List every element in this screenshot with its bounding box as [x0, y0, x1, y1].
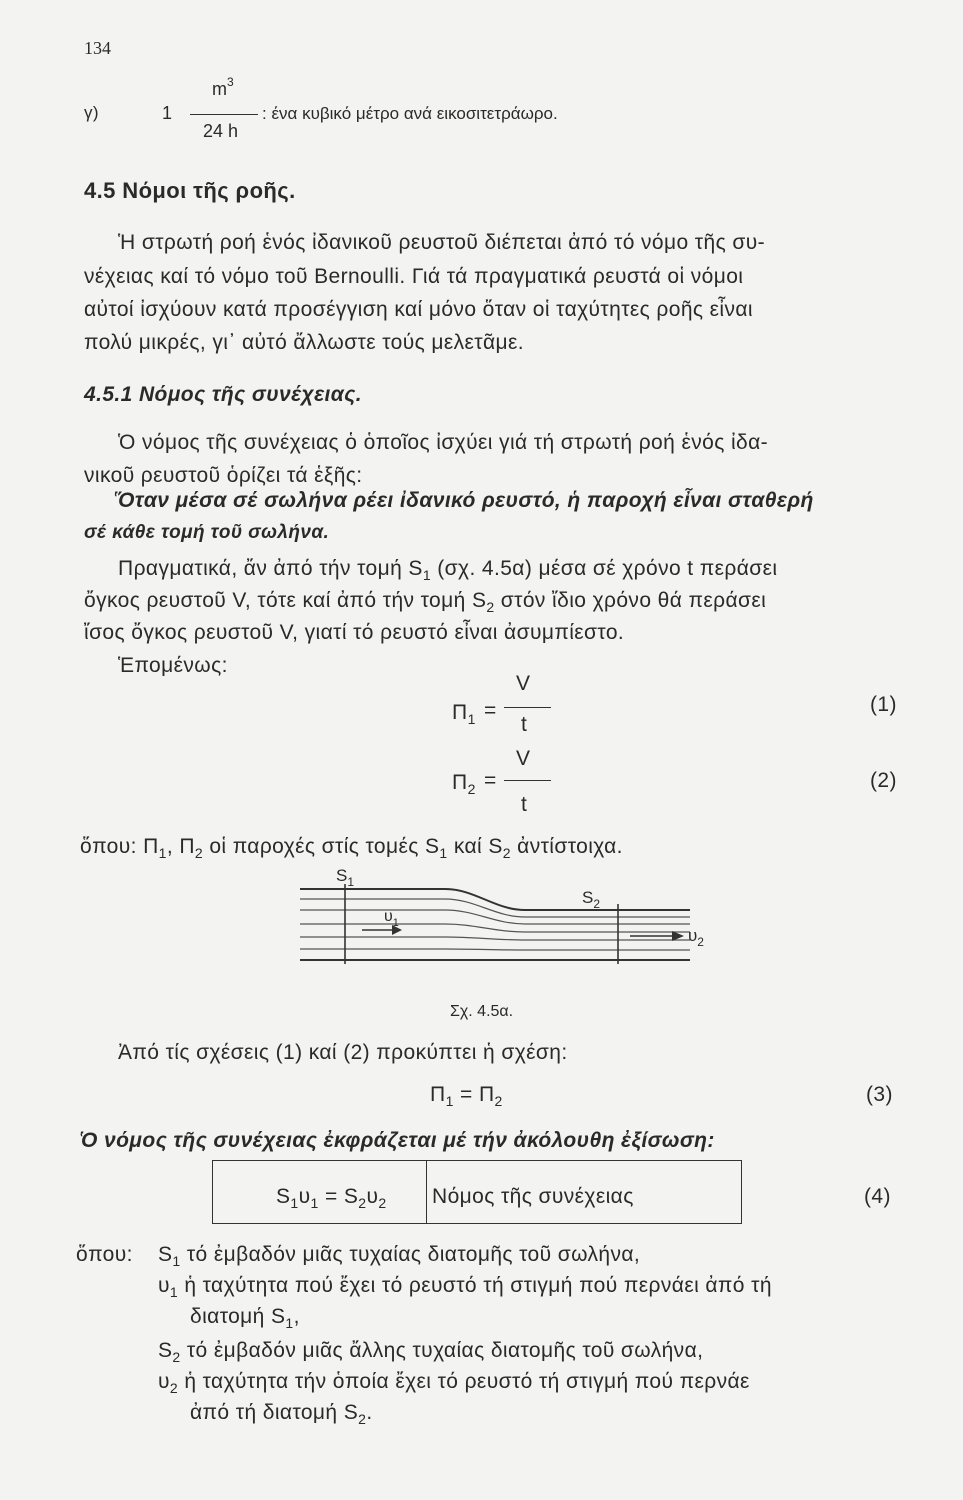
figure-s1-label: $S_1$: [336, 866, 355, 889]
page-number: 134: [84, 38, 111, 58]
relation-label: (3): [866, 1083, 893, 1106]
streamline: [300, 937, 690, 940]
eq1-label: (1): [870, 693, 897, 716]
subsection-line-2: νικοῦ ρευστοῦ ὁρίζει τά ἑξῆς:: [84, 464, 363, 487]
law-line-2: σέ κάθε τομή τοῦ σωλήνα.: [84, 522, 330, 543]
figure-v1-label: $\upsilon_1$: [384, 908, 399, 929]
law-box-divider: [426, 1160, 427, 1224]
definition-s2: $S_2$ τό ἐμβαδόν μιᾶς ἄλλης τυχαίας διατομῆς τοῦ σωλήνα,: [158, 1339, 704, 1365]
law-line-1: Ὅταν μέσα σέ σωλήνα ρέει ἰδανικό ρευστό, ἡ παροχή εἶναι σταθερή: [114, 489, 814, 512]
law-statement: Ὁ νόμος τῆς συνέχειας ἐκφράζεται μέ τήν ἀκόλουθη ἐξίσωση:: [80, 1129, 715, 1152]
streamline: [300, 924, 690, 932]
eq2-label: (2): [870, 769, 897, 792]
explain-line-1: Πραγματικά, ἄν ἀπό τήν τομή $S_1$ (σχ. 4.5α) μέσα σέ χρόνο t περάσει: [118, 557, 778, 583]
definition-u1: $\upsilon_1$ ἡ ταχύτητα πού ἔχει τό ρευστό τή στιγμή πού περνάει ἀπό τή: [158, 1274, 772, 1300]
figure-v2-label: $\upsilon_2$: [688, 926, 704, 949]
eq1-fraction-bar: [504, 707, 551, 708]
intro-line-3: αὐτοί ἰσχύουν κατά προσέγγιση καί μόνο ὅταν οἱ ταχύτητες ροῆς εἶναι: [84, 298, 754, 321]
item-g-unit-denominator: 24 h: [203, 121, 239, 141]
figure-s2-label: $S_2$: [582, 888, 601, 911]
definition-u1-cont: διατομή $S_1$,: [190, 1305, 300, 1331]
eq2-numerator: V: [516, 747, 531, 770]
intro-line-4: πολύ μικρές, γι᾽ αὐτό ἄλλωστε τούς μελετᾶμε.: [84, 331, 525, 354]
eq1-lhs: $\Pi_1$: [452, 701, 476, 727]
boxed-label: (4): [864, 1185, 891, 1208]
section-title: 4.5 Νόμοι τῆς ροῆς.: [84, 178, 296, 203]
streamline: [300, 949, 690, 950]
explain-line-2: ὄγκος ρευστοῦ V, τότε καί ἀπό τήν τομή $S_2$ στόν ἴδιο χρόνο θά περάσει: [84, 589, 767, 615]
intro-line-2: νέχειας καί τό νόμο τοῦ Bernoulli. Γιά τά πραγματικά ρευστά οἱ νόμοι: [84, 265, 744, 288]
item-g-number: 1: [162, 103, 173, 123]
item-g-fraction-bar: [190, 114, 258, 115]
eq1-numerator: V: [516, 672, 531, 695]
definitions-prefix: ὅπου:: [76, 1243, 133, 1266]
intro-line-1: Ἡ στρωτή ροή ἑνός ἰδανικοῦ ρευστοῦ διέπεται ἀπό τό νόμο τῆς συ-: [118, 231, 765, 254]
streamline: [300, 899, 690, 917]
eq2-fraction-bar: [504, 780, 551, 781]
eq1-equals: =: [484, 699, 497, 722]
eq2-denominator: t: [521, 793, 528, 816]
relation-equation: $\Pi_1 = \Pi_2$: [430, 1083, 503, 1109]
eq1-denominator: t: [521, 713, 528, 736]
eq2-equals: =: [484, 769, 497, 792]
explain-line-4: Ἑπομένως:: [118, 654, 228, 677]
explain-line-3: ἴσος ὄγκος ρευστοῦ V, γιατί τό ρευστό εἶναι ἀσυμπίεστο.: [84, 621, 625, 644]
eq2-lhs: $\Pi_2$: [452, 771, 476, 797]
relation-text: Ἀπό τίς σχέσεις (1) καί (2) προκύπτει ἡ σχέση:: [118, 1041, 568, 1064]
figure-caption: Σχ. 4.5α.: [450, 1003, 514, 1020]
boxed-law-name: Νόμος τῆς συνέχειας: [432, 1185, 634, 1208]
where-line: ὅπου: $\Pi_1$, $\Pi_2$ οἱ παροχές στίς τομές $S_1$ καί $S_2$ ἀντίστοιχα.: [80, 835, 623, 861]
definition-u2: $\upsilon_2$ ἡ ταχύτητα τήν ὁποία ἔχει τό ρευστό τή στιγμή πού περνάε: [158, 1370, 750, 1396]
item-g-description: : ένα κυβικό μέτρο ανά εικοσιτετράωρο.: [262, 104, 558, 123]
item-g-label: γ): [84, 103, 99, 122]
boxed-equation: $S_1\upsilon_1 = S_2\upsilon_2$: [276, 1185, 387, 1211]
pipe-diagram: [300, 872, 720, 968]
definition-s1: $S_1$ τό ἐμβαδόν μιᾶς τυχαίας διατομῆς τοῦ σωλήνα,: [158, 1243, 641, 1269]
subsection-line-1: Ὁ νόμος τῆς συνέχειας ὁ ὁποῖος ἰσχύει γιά τή στρωτή ροή ἑνός ἰδα-: [118, 431, 769, 454]
item-g-unit-numerator: $m^3$: [212, 75, 234, 99]
definition-u2-cont: ἀπό τή διατομή $S_2$.: [190, 1401, 373, 1427]
subsection-title: 4.5.1 Νόμος τῆς συνέχειας.: [84, 383, 362, 406]
